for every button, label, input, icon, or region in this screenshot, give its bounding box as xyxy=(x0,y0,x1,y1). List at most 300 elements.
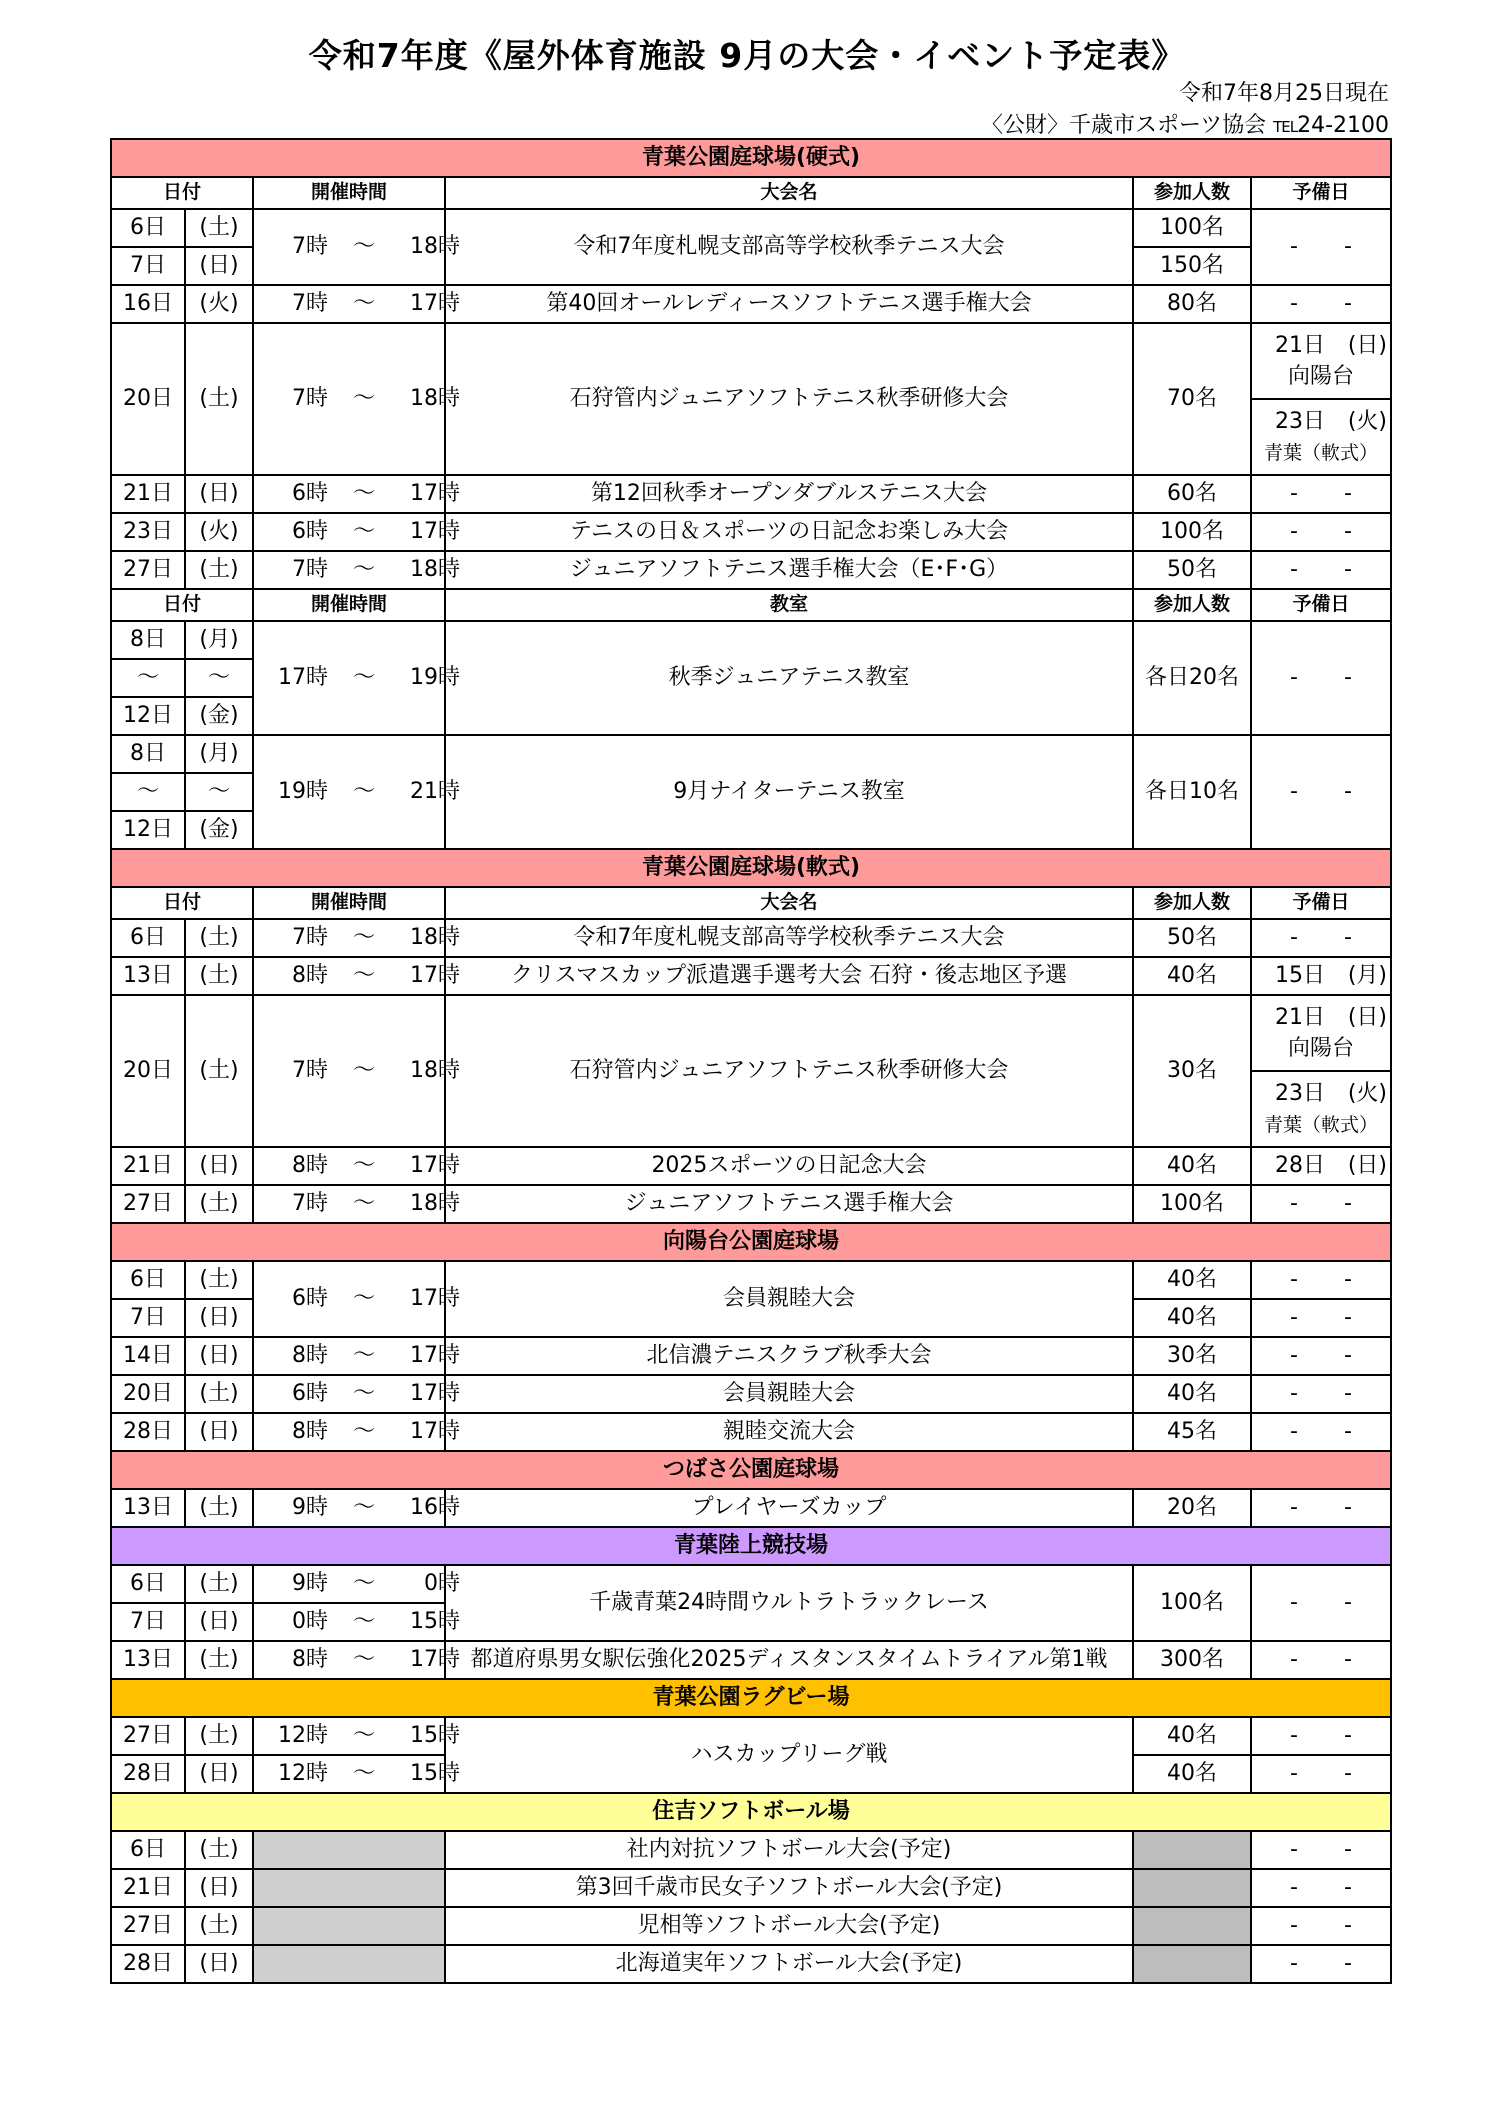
event-name: 会員親睦大会 xyxy=(445,1261,1133,1337)
event-name: 第12回秋季オープンダブルステニス大会 xyxy=(445,475,1133,513)
participant-count: 各日20名 xyxy=(1133,621,1251,735)
event-name: 石狩管内ジュニアソフトテニス秋季研修大会 xyxy=(445,995,1133,1147)
end-time: 17時 xyxy=(410,1381,460,1407)
class-name: 9月ナイターテニス教室 xyxy=(445,735,1133,849)
section-row xyxy=(111,1451,1391,1489)
weekday-cell: (土) xyxy=(185,995,253,1147)
header-participants: 参加人数 xyxy=(1133,177,1251,209)
weekday-cell: (金) xyxy=(185,697,253,735)
time-cell xyxy=(253,1185,460,1223)
dash: - xyxy=(1290,1305,1298,1331)
day-cell: 6日 xyxy=(111,1261,185,1299)
reserve-cell xyxy=(1251,475,1391,513)
end-time: 16時 xyxy=(410,1495,460,1521)
start-time: 7時 xyxy=(292,234,328,260)
participant-count: 40名 xyxy=(1133,1261,1251,1299)
dash: - xyxy=(1344,1381,1352,1407)
dash: - xyxy=(1344,519,1352,545)
event-name: 親睦交流大会 xyxy=(445,1413,1133,1451)
start-time: 6時 xyxy=(292,481,328,507)
start-time: 8時 xyxy=(292,1153,328,1179)
start-time: 6時 xyxy=(292,519,328,545)
table-row xyxy=(111,919,1391,957)
reserve-cell xyxy=(1251,209,1391,285)
dash: - xyxy=(1344,1951,1352,1977)
time-cell-blank xyxy=(253,1869,445,1907)
reserve-cell xyxy=(1251,1185,1391,1223)
day-cell: 6日 xyxy=(111,919,185,957)
event-name: 千歳青葉24時間ウルトラトラックレース xyxy=(445,1565,1133,1641)
day-cell: 8日 xyxy=(111,621,185,659)
time-cell xyxy=(253,995,460,1147)
time-cell xyxy=(253,209,460,285)
tilde: ～ xyxy=(352,1571,375,1597)
dash: - xyxy=(1290,1837,1298,1863)
weekday-cell: (土) xyxy=(185,323,253,475)
participant-count: 40名 xyxy=(1133,1717,1251,1755)
start-time: 19時 xyxy=(278,779,328,805)
end-time: 0時 xyxy=(424,1571,460,1597)
day-cell: 21日 xyxy=(111,1147,185,1185)
day-cell: 14日 xyxy=(111,1337,185,1375)
end-time: 19時 xyxy=(410,665,460,691)
day-cell: 7日 xyxy=(111,247,185,285)
table-row xyxy=(111,1907,1391,1945)
tel-number: 24-2100 xyxy=(1297,113,1389,138)
tilde: ～ xyxy=(352,481,375,507)
table-row xyxy=(111,323,1391,361)
participant-count-blank xyxy=(1133,1831,1251,1869)
table-row xyxy=(111,285,1391,323)
header-participants: 参加人数 xyxy=(1133,589,1251,621)
event-name: 都道府県男女駅伝強化2025ディスタンスタイムトライアル第1戦 xyxy=(445,1641,1133,1679)
weekday-cell: (土) xyxy=(185,957,253,995)
reserve-cell xyxy=(1251,1337,1391,1375)
reserve-day: 23日 xyxy=(1275,1081,1325,1107)
dash: - xyxy=(1344,925,1352,951)
class-name: 秋季ジュニアテニス教室 xyxy=(445,621,1133,735)
participant-count: 80名 xyxy=(1133,285,1251,323)
weekday-cell: (土) xyxy=(185,1375,253,1413)
participant-count: 45名 xyxy=(1133,1413,1251,1451)
time-cell xyxy=(253,621,460,735)
time-cell xyxy=(253,1717,460,1755)
header-date: 日付 xyxy=(111,589,253,621)
tilde-cell: ～ xyxy=(185,659,253,697)
time-cell xyxy=(253,513,460,551)
dash: - xyxy=(1344,1647,1352,1673)
time-cell-blank xyxy=(253,1945,445,1983)
table-row xyxy=(111,1869,1391,1907)
time-cell xyxy=(253,1641,460,1679)
tilde: ～ xyxy=(352,779,375,805)
weekday-cell: (日) xyxy=(185,1413,253,1451)
event-name: 社内対抗ソフトボール大会(予定) xyxy=(445,1831,1133,1869)
participant-count: 30名 xyxy=(1133,995,1251,1147)
organization-line xyxy=(981,108,1389,139)
time-cell-blank xyxy=(253,1831,445,1869)
table-row xyxy=(111,1375,1391,1413)
tilde: ～ xyxy=(352,1419,375,1445)
day-cell: 6日 xyxy=(111,1565,185,1603)
table-row xyxy=(111,475,1391,513)
start-time: 7時 xyxy=(292,1058,328,1084)
table-row xyxy=(111,1945,1391,1983)
header-reserve: 予備日 xyxy=(1251,887,1391,919)
day-cell: 7日 xyxy=(111,1299,185,1337)
section-row xyxy=(111,139,1391,177)
dash: - xyxy=(1344,1837,1352,1863)
participant-count-blank xyxy=(1133,1869,1251,1907)
dash: - xyxy=(1344,1191,1352,1217)
day-cell: 6日 xyxy=(111,209,185,247)
table-row xyxy=(111,1641,1391,1679)
tilde: ～ xyxy=(352,1153,375,1179)
event-name: 石狩管内ジュニアソフトテニス秋季研修大会 xyxy=(445,323,1133,475)
end-time: 21時 xyxy=(410,779,460,805)
end-time: 18時 xyxy=(410,1191,460,1217)
start-time: 7時 xyxy=(292,557,328,583)
day-cell: 13日 xyxy=(111,1489,185,1527)
table-row xyxy=(111,1185,1391,1223)
weekday-cell: (土) xyxy=(185,1907,253,1945)
participant-count: 60名 xyxy=(1133,475,1251,513)
weekday-cell: (土) xyxy=(185,209,253,247)
weekday-cell: (火) xyxy=(185,285,253,323)
reserve-cell xyxy=(1251,1261,1391,1299)
weekday-cell: (日) xyxy=(185,247,253,285)
dash: - xyxy=(1290,1951,1298,1977)
weekday-cell: (月) xyxy=(185,621,253,659)
participant-count: 150名 xyxy=(1133,247,1251,285)
dash: - xyxy=(1344,291,1352,317)
weekday-cell: (土) xyxy=(185,1831,253,1869)
dash: - xyxy=(1290,1419,1298,1445)
table-row xyxy=(111,995,1391,1033)
page-title: 令和7年度《屋外体育施設 9月の大会・イベント予定表》 xyxy=(308,36,1186,75)
header-event: 大会名 xyxy=(445,177,1133,209)
dash: - xyxy=(1290,779,1298,805)
day-cell: 21日 xyxy=(111,475,185,513)
time-cell xyxy=(253,919,460,957)
start-time: 6時 xyxy=(292,1286,328,1312)
tilde: ～ xyxy=(352,1723,375,1749)
reserve-weekday: (火) xyxy=(1347,409,1387,435)
weekday-cell: (日) xyxy=(185,475,253,513)
reserve-weekday: (月) xyxy=(1347,963,1387,989)
reserve-weekday: (日) xyxy=(1347,1153,1387,1179)
dash: - xyxy=(1344,1913,1352,1939)
weekday-cell: (土) xyxy=(185,1641,253,1679)
reserve-cell xyxy=(1251,1831,1391,1869)
reserve-weekday: (火) xyxy=(1347,1081,1387,1107)
reserve-cell xyxy=(1251,1755,1391,1793)
section-title: 向陽台公園庭球場 xyxy=(111,1223,1391,1261)
dash: - xyxy=(1344,1495,1352,1521)
participant-count: 40名 xyxy=(1133,1299,1251,1337)
tilde: ～ xyxy=(352,1495,375,1521)
weekday-cell: (日) xyxy=(185,1603,253,1641)
tilde-cell: ～ xyxy=(111,659,185,697)
reserve-cell xyxy=(1251,1907,1391,1945)
day-cell: 27日 xyxy=(111,1717,185,1755)
table-row xyxy=(111,735,1391,773)
reserve-cell xyxy=(1251,285,1391,323)
table-row xyxy=(111,621,1391,659)
section-title: 青葉陸上競技場 xyxy=(111,1527,1391,1565)
header-reserve: 予備日 xyxy=(1251,589,1391,621)
participant-count-blank xyxy=(1133,1907,1251,1945)
participant-count-blank xyxy=(1133,1945,1251,1983)
dash: - xyxy=(1344,1761,1352,1787)
end-time: 17時 xyxy=(410,1153,460,1179)
time-cell xyxy=(253,1489,460,1527)
dash: - xyxy=(1290,1191,1298,1217)
end-time: 18時 xyxy=(410,234,460,260)
dash: - xyxy=(1344,1723,1352,1749)
reserve-cell xyxy=(1251,1945,1391,1983)
event-name: 北信濃テニスクラブ秋季大会 xyxy=(445,1337,1133,1375)
day-cell: 7日 xyxy=(111,1603,185,1641)
day-cell: 12日 xyxy=(111,697,185,735)
dash: - xyxy=(1290,1875,1298,1901)
dash: - xyxy=(1290,1495,1298,1521)
section-row xyxy=(111,849,1391,887)
table-row xyxy=(111,551,1391,589)
weekday-cell: (金) xyxy=(185,811,253,849)
end-time: 17時 xyxy=(410,1343,460,1369)
event-name: 児相等ソフトボール大会(予定) xyxy=(445,1907,1133,1945)
dash: - xyxy=(1290,291,1298,317)
participant-count: 100名 xyxy=(1133,513,1251,551)
weekday-cell: (日) xyxy=(185,1337,253,1375)
header-date: 日付 xyxy=(111,887,253,919)
weekday-cell: (土) xyxy=(185,1565,253,1603)
weekday-cell: (土) xyxy=(185,551,253,589)
event-name: ハスカップリーグ戦 xyxy=(445,1717,1133,1793)
event-name: 第3回千歳市民女子ソフトボール大会(予定) xyxy=(445,1869,1133,1907)
header-date: 日付 xyxy=(111,177,253,209)
event-name: 北海道実年ソフトボール大会(予定) xyxy=(445,1945,1133,1983)
time-cell xyxy=(253,1565,460,1603)
dash: - xyxy=(1290,557,1298,583)
weekday-cell: (日) xyxy=(185,1299,253,1337)
event-name: 令和7年度札幌支部高等学校秋季テニス大会 xyxy=(445,209,1133,285)
dash: - xyxy=(1344,1590,1352,1616)
event-name: 第40回オールレディースソフトテニス選手権大会 xyxy=(445,285,1133,323)
end-time: 17時 xyxy=(410,1647,460,1673)
reserve-cell xyxy=(1251,1489,1391,1527)
reserve-cell xyxy=(1251,735,1391,849)
dash: - xyxy=(1344,481,1352,507)
weekday-cell: (土) xyxy=(185,1489,253,1527)
event-name: クリスマスカップ派遣選手選考大会 石狩・後志地区予選 xyxy=(445,957,1133,995)
time-cell xyxy=(253,1375,460,1413)
end-time: 17時 xyxy=(410,291,460,317)
dash: - xyxy=(1344,234,1352,260)
participant-count: 100名 xyxy=(1133,209,1251,247)
reserve-cell xyxy=(1251,1565,1391,1641)
table-row xyxy=(111,1261,1391,1299)
time-cell xyxy=(253,475,460,513)
time-cell xyxy=(253,323,460,475)
table-row xyxy=(111,1337,1391,1375)
tilde: ～ xyxy=(352,665,375,691)
tilde: ～ xyxy=(352,386,375,412)
dash: - xyxy=(1344,665,1352,691)
header-event: 大会名 xyxy=(445,887,1133,919)
section-title: 住吉ソフトボール場 xyxy=(111,1793,1391,1831)
tilde: ～ xyxy=(352,234,375,260)
header-time: 開催時間 xyxy=(253,589,445,621)
schedule-table xyxy=(110,138,1392,1984)
start-time: 0時 xyxy=(292,1609,328,1635)
header-time: 開催時間 xyxy=(253,177,445,209)
participant-count: 300名 xyxy=(1133,1641,1251,1679)
start-time: 8時 xyxy=(292,1419,328,1445)
participant-count: 30名 xyxy=(1133,1337,1251,1375)
participant-count: 各日10名 xyxy=(1133,735,1251,849)
dash: - xyxy=(1344,1305,1352,1331)
section-row xyxy=(111,1223,1391,1261)
tilde: ～ xyxy=(352,1191,375,1217)
reserve-day: 28日 xyxy=(1275,1153,1325,1179)
day-cell: 16日 xyxy=(111,285,185,323)
time-cell xyxy=(253,1413,460,1451)
start-time: 8時 xyxy=(292,1647,328,1673)
dash: - xyxy=(1290,1913,1298,1939)
weekday-cell: (土) xyxy=(185,1185,253,1223)
tel-label: TEL xyxy=(1273,118,1298,136)
reserve-date xyxy=(1252,334,1390,357)
dash: - xyxy=(1290,1590,1298,1616)
day-cell: 12日 xyxy=(111,811,185,849)
start-time: 7時 xyxy=(292,925,328,951)
weekday-cell: (土) xyxy=(185,1717,253,1755)
participant-count: 100名 xyxy=(1133,1185,1251,1223)
time-cell xyxy=(253,1755,460,1793)
dash: - xyxy=(1290,481,1298,507)
reserve-cell xyxy=(1251,1717,1391,1755)
tilde: ～ xyxy=(352,291,375,317)
day-cell: 28日 xyxy=(111,1413,185,1451)
header-reserve: 予備日 xyxy=(1251,177,1391,209)
header-time: 開催時間 xyxy=(253,887,445,919)
weekday-cell: (日) xyxy=(185,1945,253,1983)
participant-count: 100名 xyxy=(1133,1565,1251,1641)
event-name: ジュニアソフトテニス選手権大会（E･F･G） xyxy=(445,551,1133,589)
time-cell xyxy=(253,551,460,589)
participant-count: 40名 xyxy=(1133,1147,1251,1185)
time-cell xyxy=(253,1261,460,1337)
time-cell-blank xyxy=(253,1907,445,1945)
end-time: 15時 xyxy=(410,1723,460,1749)
start-time: 7時 xyxy=(292,291,328,317)
weekday-cell: (日) xyxy=(185,1869,253,1907)
weekday-cell: (月) xyxy=(185,735,253,773)
header-participants: 参加人数 xyxy=(1133,887,1251,919)
tilde: ～ xyxy=(352,1609,375,1635)
header-row xyxy=(111,887,1391,919)
start-time: 17時 xyxy=(278,665,328,691)
start-time: 12時 xyxy=(278,1761,328,1787)
reserve-cell xyxy=(1251,1147,1391,1185)
section-title: 青葉公園庭球場(硬式) xyxy=(111,139,1391,177)
start-time: 7時 xyxy=(292,386,328,412)
weekday-cell: (土) xyxy=(185,1261,253,1299)
tilde-cell: ～ xyxy=(111,773,185,811)
as-of-date: 令和7年8月25日現在 xyxy=(1179,81,1389,106)
tilde: ～ xyxy=(352,925,375,951)
table-row xyxy=(111,1489,1391,1527)
participant-count: 40名 xyxy=(1133,1755,1251,1793)
start-time: 7時 xyxy=(292,1191,328,1217)
end-time: 17時 xyxy=(410,1286,460,1312)
dash: - xyxy=(1344,1875,1352,1901)
dash: - xyxy=(1290,925,1298,951)
reserve-date xyxy=(1252,1006,1390,1029)
time-cell xyxy=(253,957,460,995)
participant-count: 20名 xyxy=(1133,1489,1251,1527)
day-cell: 27日 xyxy=(111,1907,185,1945)
event-name: 令和7年度札幌支部高等学校秋季テニス大会 xyxy=(445,919,1133,957)
participant-count: 40名 xyxy=(1133,1375,1251,1413)
end-time: 18時 xyxy=(410,386,460,412)
day-cell: 13日 xyxy=(111,957,185,995)
reserve-cell xyxy=(1251,551,1391,589)
reserve-venue: 向陽台 xyxy=(1287,1036,1354,1061)
dash: - xyxy=(1290,519,1298,545)
tilde: ～ xyxy=(352,1058,375,1084)
event-name: プレイヤーズカップ xyxy=(445,1489,1133,1527)
dash: - xyxy=(1290,665,1298,691)
day-cell: 28日 xyxy=(111,1945,185,1983)
header-row xyxy=(111,177,1391,209)
table-row xyxy=(111,1147,1391,1185)
reserve-cell xyxy=(1251,995,1391,1071)
tilde-cell: ～ xyxy=(185,773,253,811)
day-cell: 23日 xyxy=(111,513,185,551)
end-time: 18時 xyxy=(410,1058,460,1084)
reserve-cell xyxy=(1251,323,1391,399)
reserve-cell xyxy=(1251,919,1391,957)
section-title: つばさ公園庭球場 xyxy=(111,1451,1391,1489)
time-cell xyxy=(253,285,460,323)
section-row xyxy=(111,1793,1391,1831)
tilde: ～ xyxy=(352,557,375,583)
section-title: 青葉公園ラグビー場 xyxy=(111,1679,1391,1717)
end-time: 15時 xyxy=(410,1609,460,1635)
day-cell: 13日 xyxy=(111,1641,185,1679)
dash: - xyxy=(1344,1419,1352,1445)
weekday-cell: (土) xyxy=(185,919,253,957)
dash: - xyxy=(1290,1343,1298,1369)
reserve-cell xyxy=(1251,1413,1391,1451)
reserve-cell xyxy=(1251,399,1391,475)
table-row xyxy=(111,957,1391,995)
day-cell: 27日 xyxy=(111,1185,185,1223)
event-name: 2025スポーツの日記念大会 xyxy=(445,1147,1133,1185)
reserve-cell xyxy=(1251,1375,1391,1413)
dash: - xyxy=(1290,1761,1298,1787)
time-cell xyxy=(253,1147,460,1185)
reserve-cell xyxy=(1251,513,1391,551)
start-time: 8時 xyxy=(292,963,328,989)
start-time: 6時 xyxy=(292,1381,328,1407)
section-row xyxy=(111,1527,1391,1565)
organization-name: 〈公財〉千歳市スポーツ協会 xyxy=(980,113,1267,138)
time-cell xyxy=(253,735,460,849)
